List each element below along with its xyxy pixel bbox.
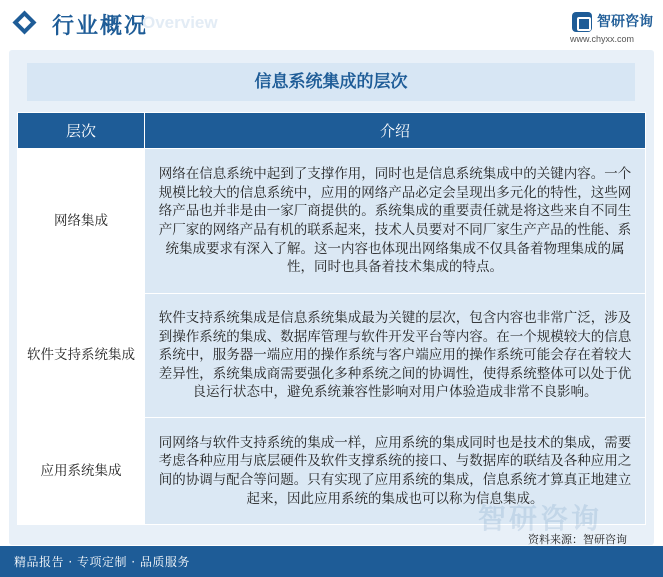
column-header-description: 介绍 [145,113,646,149]
description-cell: 网络在信息系统中起到了支撑作用，同时也是信息系统集成中的关键内容。一个规模比较大的信息系统中，应用的网络产品必定会呈现出多元化的特性，这些网络产品也并非是由一家厂商提供的。系统集成的重要责任就是将这些来自不同生产厂家的网络产品有机的联系起来，技术人员要对不同厂家生产产品的性能、系统集成要求有深入了解。这一内容也体现出网络集成不仅具备着物理集成的属性，同时也具备着技术集成的特点。 [145,149,646,294]
table-row [18,149,646,294]
source-note: 资料来源：智研咨询 [528,533,627,546]
logo-icon [572,12,592,32]
description-cell: 同网络与软件支持系统的集成一样，应用系统的集成同时也是技术的集成，需要考虑各种应用与底层硬件及软件支撑系统的接口、与数据库的联结及各种应用之间的协调与配合等问题。只有实现了应用系统的集成，信息系统才算真正地建立起来，因此应用系统的集成也可以称为信息集成。 [145,418,646,525]
description-cell: 软件支持系统集成是信息系统集成最为关键的层次，包含内容也非常广泛，涉及到操作系统的集成、数据库管理与软件开发平台等内容。在一个规模较大的信息系统中，服务器一端应用的操作系统与客户端应用的操作系统可能会存在着较大差异性，系统集成商需要强化多种系统之间的协调性，使得系统整体可以处于优良运行状态中，避免系统兼容性影响对用户体验造成非常不良影响。 [145,294,646,418]
watermark: 智研咨询 [478,502,603,535]
column-header-level: 层次 [18,113,145,149]
logo-url: www.chyxx.com [570,34,635,44]
table-row [18,294,646,418]
section-subtitle: Overview [142,13,218,32]
logo-name: 智研咨询 [597,14,653,30]
level-cell: 应用系统集成 [18,418,145,525]
table-title: 信息系统集成的层次 [27,63,635,101]
level-cell: 软件支持系统集成 [18,294,145,418]
hierarchy-table [17,112,646,525]
page-header [0,0,663,50]
level-cell: 网络集成 [18,149,145,294]
footer-slogan: 精品报告 · 专项定制 · 品质服务 [14,555,190,569]
footer-bar [0,546,663,577]
table-header-row [18,113,646,149]
section-title: 行业概况 [52,14,149,39]
